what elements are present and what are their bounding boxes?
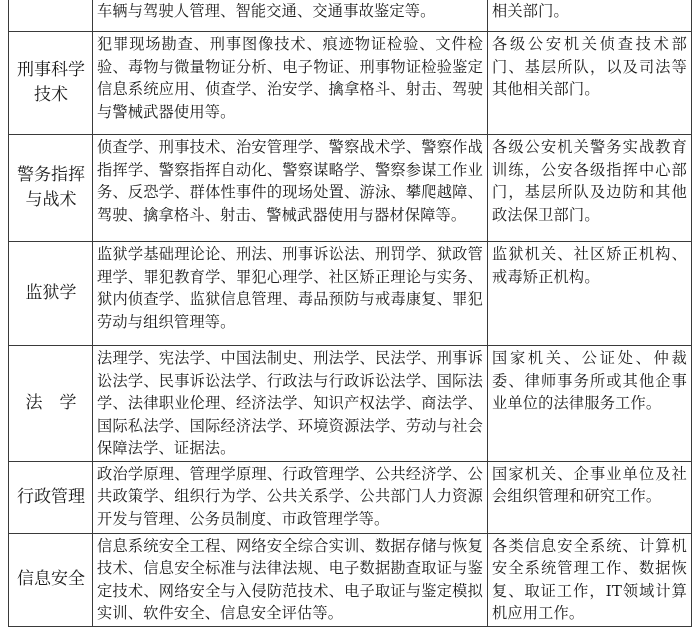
major-name: 信息安全: [17, 569, 85, 589]
jobs-cell: 国家机关、企事业单位及社会组织管理和研究工作。: [488, 461, 692, 533]
jobs-cell: 各级公安机关侦查技术部门、基层所队，以及司法等其他相关部门。: [488, 32, 692, 135]
major-name-cell: [9, 135, 93, 242]
major-name: 法 学: [25, 392, 77, 413]
major-name: 警务指挥与战术: [17, 165, 85, 210]
jobs-cell: 各类信息安全系统、计算机安全系统管理工作、数据恢复、取证工作，IT领域计算机应用工作。: [488, 533, 692, 626]
jobs-cell: 各级公安机关警务实战教育训练，公安各级指挥中心部门，基层所队及边防和其他政法保卫部门。: [488, 135, 692, 242]
table-row: [9, 32, 692, 135]
table-row: [9, 533, 692, 626]
major-name: 刑事科学技术: [17, 60, 85, 105]
table-row: [9, 135, 692, 242]
major-name-cell: [9, 346, 93, 462]
major-name: 行政管理: [17, 486, 85, 507]
jobs-cell: 国家机关、公证处、仲裁委、律师事务所或其他企事业单位的法律服务工作。: [488, 346, 692, 462]
major-name-cell: [9, 533, 93, 626]
table-row: [9, 461, 692, 533]
major-name: 监狱学: [25, 283, 77, 303]
courses-cell: 政治学原理、管理学原理、行政管理学、公共经济学、公共政策学、组织行为学、公共关系学、公共部门人力资源开发与管理、公务员制度、市政管理学等。: [93, 461, 488, 533]
courses-cell: 犯罪现场勘查、刑事图像技术、痕迹物证检验、文件检验、毒物与微量物证分析、电子物证、刑事物证检验鉴定信息系统应用、侦查学、治安学、擒拿格斗、射击、驾驶与警械武器使用等。: [93, 32, 488, 135]
major-name-cell: [9, 0, 93, 32]
courses-cell: 监狱学基础理论论、刑法、刑事诉讼法、刑罚学、狱政管理学、罪犯教育学、罪犯心理学、社区矫正理论与实务、狱内侦查学、监狱信息管理、毒品预防与戒毒康复、罪犯劳动与组织管理等。: [93, 242, 488, 346]
table-row: [9, 346, 692, 462]
courses-cell: 信息系统安全工程、网络安全综合实训、数据存储与恢复技术、信息安全标准与法律法规、电子数据勘查取证与鉴定技术、网络安全与入侵防范技术、电子取证与鉴定模拟实训、软件安全、信息安全评估等。: [93, 533, 488, 626]
courses-cell: 法理学、宪法学、中国法制史、刑法学、民法学、刑事诉讼法学、民事诉讼法学、行政法与行政诉讼法学、国际法学、法律职业伦理、经济法学、知识产权法学、商法学、国际私法学、国际经济法学、环境资源法学、劳动与社会保障法学、证据法。: [93, 346, 488, 462]
jobs-cell: 监狱机关、社区矫正机构、戒毒矫正机构。: [488, 242, 692, 346]
major-name-cell: [9, 32, 93, 135]
major-name-cell: [9, 461, 93, 533]
courses-cell: 车辆与驾驶人管理、智能交通、交通事故鉴定等。: [93, 0, 488, 32]
major-name-cell: [9, 242, 93, 346]
table-row: [9, 242, 692, 346]
majors-table: [8, 0, 692, 627]
table-row: [9, 0, 692, 32]
jobs-cell: 相关部门。: [488, 0, 692, 32]
courses-cell: 侦查学、刑事技术、治安管理学、警察战术学、警察作战指挥学、警察指挥自动化、警察谋略学、警察参谋工作业务、反恐学、群体性事件的现场处置、游泳、攀爬越障、驾驶、擒拿格斗、射击、警械武器使用与器材保障等。: [93, 135, 488, 242]
